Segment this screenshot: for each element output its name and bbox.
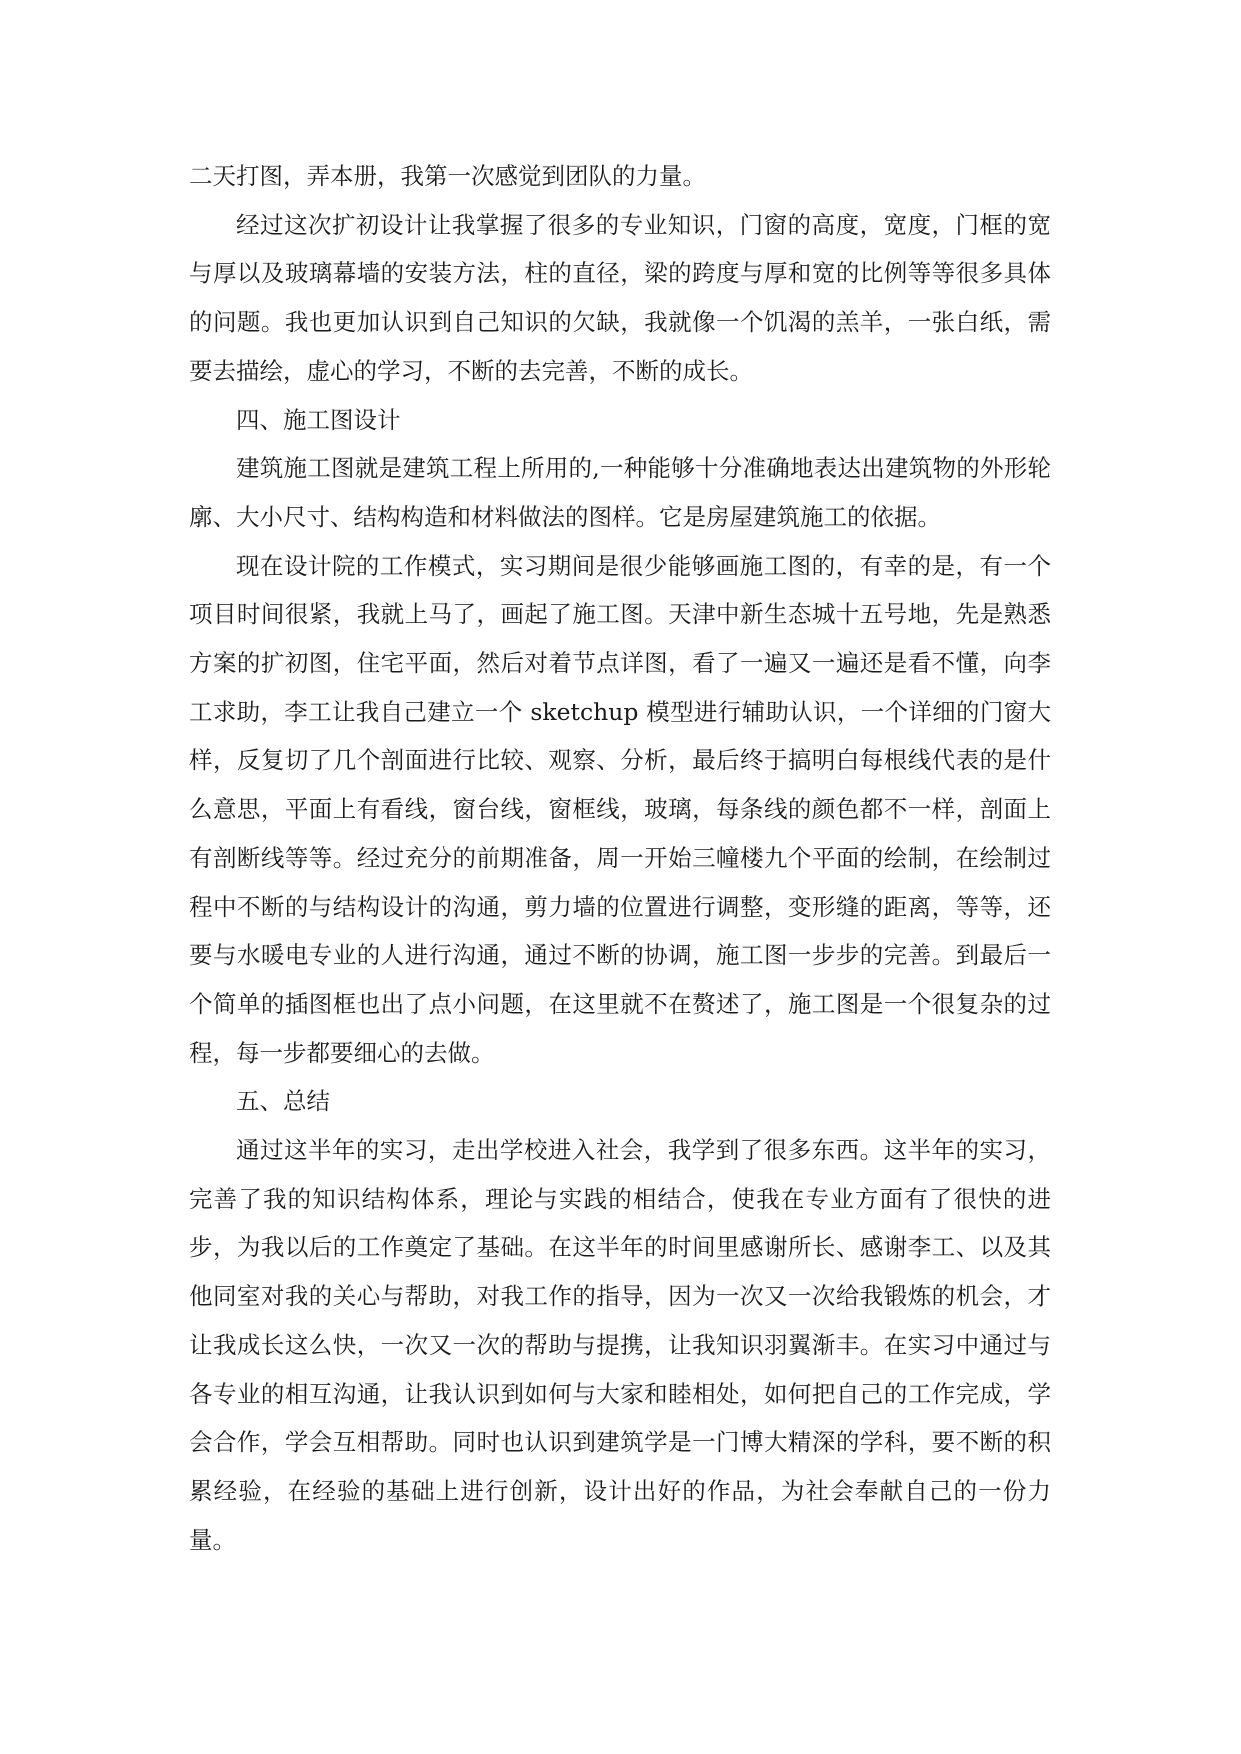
document-body (189, 152, 1051, 1564)
paragraph-summary: 通过这半年的实习，走出学校进入社会，我学到了很多东西。这半年的实习，完善了我的知识结构体系，理论与实践的相结合，使我在专业方面有了很快的进步，为我以后的工作奠定了基础。在这半年的时间里感谢所长、感谢李工、以及其他同室对我的关心与帮助，对我工作的指导，因为一次又一次给我锻炼的机会，才让我成长这么快，一次又一次的帮助与提携，让我知识羽翼渐丰。在实习中通过与各专业的相互沟通，让我认识到如何与大家和睦相处，如何把自己的工作完成，学会合作，学会互相帮助。同时也认识到建筑学是一门博大精深的学科，要不断的积累经验，在经验的基础上进行创新，设计出好的作品，为社会奉献自己的一份力量。 (189, 1136, 1051, 1554)
paragraph-continuation: 二天打图，弄本册，我第一次感觉到团队的力量。 (189, 162, 706, 190)
paragraph-design-knowledge: 经过这次扩初设计让我掌握了很多的专业知识，门窗的高度，宽度，门框的宽与厚以及玻璃幕墙的安装方法，柱的直径，梁的跨度与厚和宽的比例等等很多具体的问题。我也更加认识到自己知识的欠缺，我就像一个饥渴的羔羊，一张白纸，需要去描绘，虚心的学习，不断的去完善，不断的成长。 (189, 210, 1051, 385)
paragraph-construction-drawing-definition: 建筑施工图就是建筑工程上所用的,一种能够十分准确地表达出建筑物的外形轮廓、大小尺寸、结构构造和材料做法的图样。它是房屋建筑施工的依据。 (189, 454, 1051, 531)
section-heading-construction-drawings: 四、施工图设计 (236, 405, 401, 434)
section-heading-summary: 五、总结 (236, 1087, 330, 1116)
paragraph-construction-drawing-experience: 现在设计院的工作模式，实习期间是很少能够画施工图的，有幸的是，有一个项目时间很紧，我就上马了，画起了施工图。天津中新生态城十五号地，先是熟悉方案的扩初图，住宅平面，然后对着节点详图，看了一遍又一遍还是看不懂，向李工求助，李工让我自己建立一个 sketchup 模型进行辅助认识，一个详细的门窗大样，反复切了几个剖面进行比较、观察、分析，最后终于搞明白每根线代表的是什么意思，平面上有看线，窗台线，窗框线，玻璃，每条线的颜色都不一样，剖面上有剖断线等等。经过充分的前期准备，周一开始三幢楼九个平面的绘制，在绘制过程中不断的与结构设计的沟通，剪力墙的位置进行调整，变形缝的距离，等等，还要与水暖电专业的人进行沟通，通过不断的协调，施工图一步步的完善。到最后一个简单的插图框也出了点小问题，在这里就不在赘述了，施工图是一个很复杂的过程，每一步都要细心的去做。 (189, 551, 1051, 1067)
